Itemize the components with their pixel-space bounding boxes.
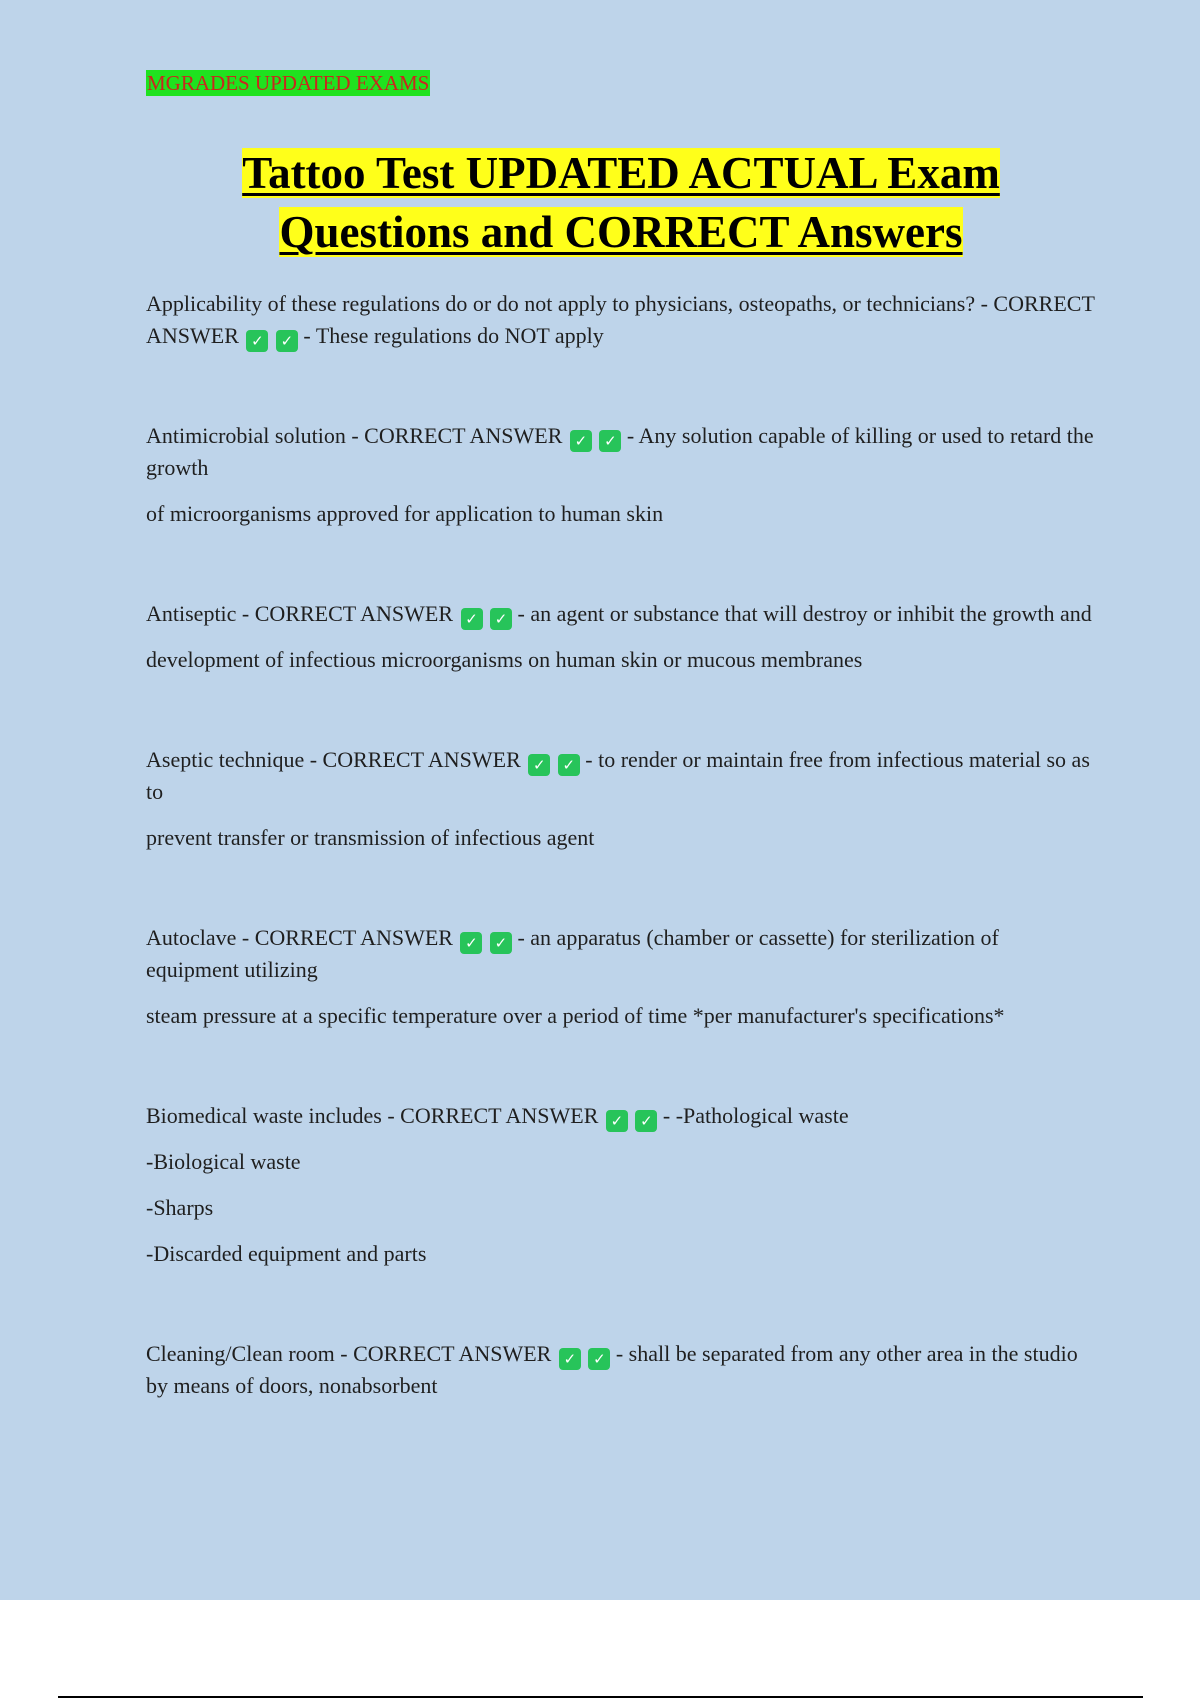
qa-answer-continued: development of infectious microorganisms on human skin or mucous membranes bbox=[146, 647, 863, 672]
qa-question bbox=[146, 288, 1096, 352]
title-line-1: Tattoo Test UPDATED ACTUAL Exam bbox=[242, 148, 1000, 198]
qa-term: Autoclave - CORRECT ANSWER bbox=[146, 925, 453, 950]
qa-answer: - to render or maintain free from infectious material so as to bbox=[146, 747, 1090, 804]
qa-answer-continued: -Biological waste bbox=[146, 1149, 301, 1174]
qa-question bbox=[146, 1338, 1096, 1402]
check-mark-icon: ✓ bbox=[490, 608, 512, 630]
qa-answer: - These regulations do NOT apply bbox=[303, 323, 604, 348]
qa-question bbox=[146, 744, 1096, 808]
qa-answer-continued: -Discarded equipment and parts bbox=[146, 1241, 427, 1266]
check-mark-icon: ✓ bbox=[558, 754, 580, 776]
footer-divider bbox=[58, 1696, 1143, 1698]
qa-term: Antimicrobial solution - CORRECT ANSWER bbox=[146, 423, 563, 448]
qa-question bbox=[146, 420, 1096, 484]
qa-entry bbox=[146, 420, 1096, 530]
qa-entry bbox=[146, 1338, 1096, 1402]
qa-question bbox=[146, 1100, 1096, 1132]
check-mark-icon: ✓ bbox=[246, 330, 268, 352]
qa-entry bbox=[146, 1100, 1096, 1270]
check-mark-icon: ✓ bbox=[276, 330, 298, 352]
qa-term: Antiseptic - CORRECT ANSWER bbox=[146, 601, 453, 626]
qa-term: Aseptic technique - CORRECT ANSWER bbox=[146, 747, 521, 772]
check-mark-icon: ✓ bbox=[559, 1348, 581, 1370]
document-title bbox=[146, 144, 1096, 262]
check-mark-icon: ✓ bbox=[528, 754, 550, 776]
qa-question bbox=[146, 598, 1096, 630]
check-mark-icon: ✓ bbox=[490, 932, 512, 954]
qa-answer: - shall be separated from any other area in the studio by means of doors, nonabsorbent bbox=[146, 1341, 1078, 1398]
qa-term: Applicability of these regulations do or do not apply to physicians, osteopaths, or technicians? - CORRECT ANSWER bbox=[146, 291, 1095, 348]
qa-answer: - Any solution capable of killing or used to retard the growth bbox=[146, 423, 1094, 480]
check-mark-icon: ✓ bbox=[635, 1110, 657, 1132]
qa-answer-continued: prevent transfer or transmission of infectious agent bbox=[146, 825, 595, 850]
qa-question bbox=[146, 922, 1096, 986]
check-mark-icon: ✓ bbox=[588, 1348, 610, 1370]
document-body bbox=[146, 70, 1096, 1402]
header-tag: MGRADES UPDATED EXAMS bbox=[147, 71, 430, 95]
check-mark-icon: ✓ bbox=[460, 932, 482, 954]
qa-entry bbox=[146, 598, 1096, 676]
qa-answer: - an apparatus (chamber or cassette) for sterilization of equipment utilizing bbox=[146, 925, 999, 982]
qa-entry bbox=[146, 744, 1096, 854]
qa-entry bbox=[146, 288, 1096, 352]
qa-answer: - an agent or substance that will destroy or inhibit the growth and bbox=[517, 601, 1092, 626]
qa-answer-continued: -Sharps bbox=[146, 1195, 214, 1220]
check-mark-icon: ✓ bbox=[606, 1110, 628, 1132]
qa-answer-continued: steam pressure at a specific temperature over a period of time *per manufacturer's specifications* bbox=[146, 1003, 1005, 1028]
check-mark-icon: ✓ bbox=[461, 608, 483, 630]
qa-answer: - -Pathological waste bbox=[662, 1103, 849, 1128]
title-line-2: Questions and CORRECT Answers bbox=[279, 207, 963, 257]
qa-term: Cleaning/Clean room - CORRECT ANSWER bbox=[146, 1341, 552, 1366]
qa-list bbox=[146, 288, 1096, 1402]
qa-term: Biomedical waste includes - CORRECT ANSWER bbox=[146, 1103, 599, 1128]
qa-answer-continued: of microorganisms approved for application to human skin bbox=[146, 501, 664, 526]
qa-entry bbox=[146, 922, 1096, 1032]
check-mark-icon: ✓ bbox=[599, 430, 621, 452]
check-mark-icon: ✓ bbox=[570, 430, 592, 452]
